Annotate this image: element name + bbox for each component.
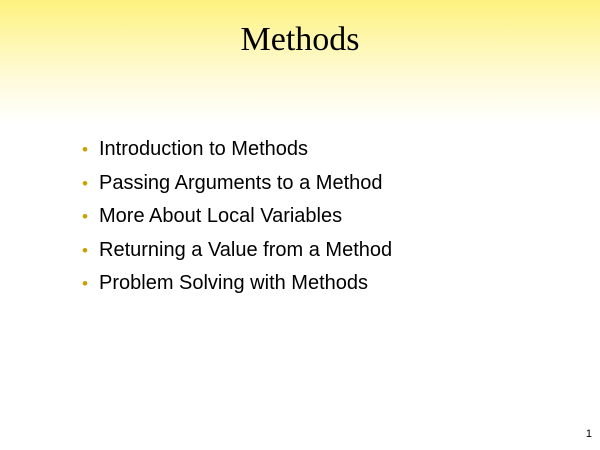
bullet-dot-icon: •: [82, 140, 88, 159]
bullet-text: Passing Arguments to a Method: [99, 171, 383, 194]
bullet-text: Introduction to Methods: [99, 138, 309, 160]
slide-title: Methods: [240, 21, 360, 58]
bullet-text: More About Local Variables: [99, 205, 343, 227]
bullet-item-passing-arguments: [82, 167, 582, 201]
bullet-item-returning-value: [82, 234, 582, 268]
bullet-item-problem-solving: [82, 267, 582, 301]
bullet-text: Problem Solving with Methods: [99, 272, 369, 294]
bullet-dot-icon: •: [82, 173, 88, 193]
bullet-text: Returning a Value from a Method: [99, 238, 393, 261]
bullet-dot-icon: •: [82, 274, 88, 293]
bullet-item-introduction: [82, 133, 582, 167]
bullet-dot-icon: •: [82, 207, 88, 226]
page-number: 1: [585, 428, 592, 440]
bullet-item-local-variables: [82, 200, 582, 234]
bullet-dot-icon: •: [82, 240, 88, 260]
bullet-list: [82, 133, 582, 301]
